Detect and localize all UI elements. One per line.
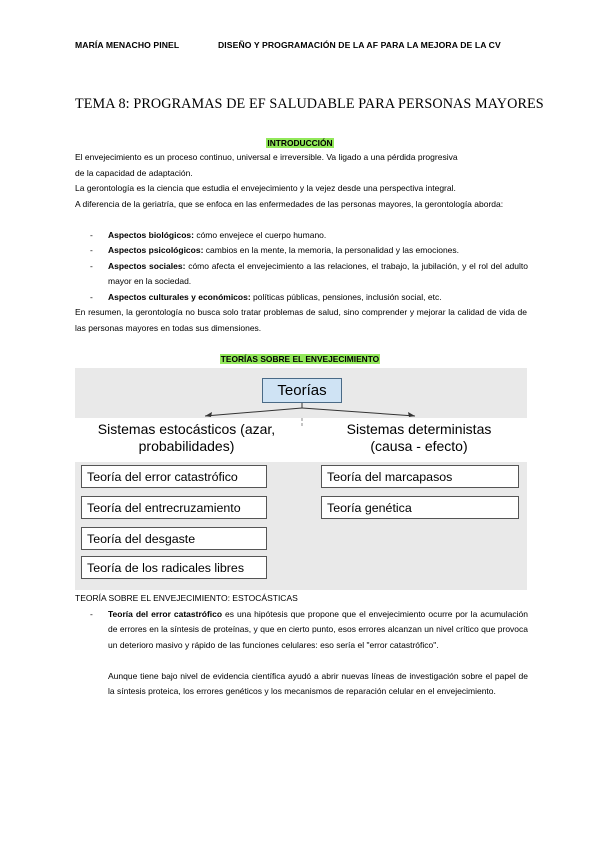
diagram-right-title (315, 421, 523, 455)
page-title: TEMA 8: PROGRAMAS DE EF SALUDABLE PARA PERSONAS MAYORES (75, 96, 544, 112)
stochastic-item-term: Teoría del error catastrófico (108, 608, 223, 619)
bullet-psychological (108, 243, 528, 259)
right-title-line-2: (causa - efecto) (370, 438, 468, 454)
theories-heading-row (0, 354, 600, 364)
intro-paragraph-3: A diferencia de la geriatría, que se enfoca en las enfermedades de las personas mayores, la gerontología aborda: (75, 198, 504, 209)
intro-paragraph-1-line-2: de la capacidad de adaptación. (75, 167, 193, 178)
bullet-term: Aspectos culturales y económicos: (108, 291, 251, 302)
left-title-line-2: probabilidades) (138, 438, 235, 454)
bullet-text: cómo afecta el envejecimiento a las relaciones, el trabajo, la jubilación, y el rol del adulto mayor en la sociedad. (108, 260, 528, 286)
bullet-dash-3: - (90, 260, 93, 271)
bullet-term: Aspectos psicológicos: (108, 245, 204, 255)
stochastic-follow-up: Aunque tiene bajo nivel de evidencia científica ayudó a abrir nuevas líneas de investigación sobre el papel de la síntesis proteica, los errores genéticos y los mecanismos de reparación celular en el envejecimiento. (108, 670, 528, 696)
bullet-biological (108, 228, 528, 244)
intro-paragraph-1-line-1: El envejecimiento es un proceso continuo, universal e irreversible. Va ligado a una pérdida progresiva (75, 152, 458, 162)
diagram-left-title (79, 421, 294, 455)
bullet-cultural (108, 290, 528, 306)
left-title-line-1: Sistemas estocásticos (azar, (97, 421, 276, 437)
stochastic-heading: TEORÍA SOBRE EL ENVEJECIMIENTO: ESTOCÁSTICAS (75, 593, 298, 603)
theory-box-error-catastrofico: Teoría del error catastrófico (81, 465, 267, 488)
bullet-dash-4: - (90, 291, 93, 302)
theory-box-desgaste: Teoría del desgaste (81, 527, 267, 550)
bullet-text: cómo envejece el cuerpo humano. (193, 229, 327, 240)
right-title-line-1: Sistemas deterministas (346, 421, 492, 437)
theory-box-marcapasos: Teoría del marcapasos (321, 465, 519, 488)
theories-diagram (75, 368, 527, 590)
intro-heading-row (0, 138, 600, 148)
stochastic-bullet-dash: - (90, 608, 93, 619)
bullet-dash-1: - (90, 229, 93, 240)
bullet-term: Aspectos sociales: (108, 260, 186, 271)
intro-heading: INTRODUCCIÓN (267, 138, 333, 148)
theory-box-entrecruzamiento: Teoría del entrecruzamiento (81, 496, 267, 519)
theories-heading: TEORÍAS SOBRE EL ENVEJECIMIENTO (220, 354, 380, 364)
stochastic-item-text: es una hipótesis que propone que el envejecimiento ocurre por la acumulación de errores en la síntesis de proteínas, y que en cierto punto, esos errores alcanzan un nivel crítico que provoca un deterioro masivo y rápido de las funciones celulares: eso sería el "error catastrófico". (108, 608, 528, 650)
stochastic-item-error-catastrofico (108, 607, 528, 654)
intro-paragraph-2: La gerontología es la ciencia que estudia el envejecimiento y la vejez desde una perspectiva integral. (75, 183, 456, 193)
theory-box-radicales-libres: Teoría de los radicales libres (81, 556, 267, 579)
theory-box-genetica: Teoría genética (321, 496, 519, 519)
bullet-text: cambios en la mente, la memoria, la personalidad y las emociones. (203, 245, 460, 255)
intro-paragraph-4: En resumen, la gerontología no busca solo tratar problemas de salud, sino comprender y mejorar la calidad de vida de las personas mayores en todas sus dimensiones. (75, 307, 527, 333)
header-author: MARÍA MENACHO PINEL (75, 40, 180, 50)
diagram-root-box: Teorías (262, 378, 342, 403)
bullet-social (108, 259, 528, 290)
header-subject: DISEÑO Y PROGRAMACIÓN DE LA AF PARA LA MEJORA DE LA CV (218, 40, 501, 50)
bullet-term: Aspectos biológicos: (108, 229, 194, 240)
bullet-text: políticas públicas, pensiones, inclusión social, etc. (250, 291, 442, 302)
bullet-dash-2: - (90, 245, 93, 255)
